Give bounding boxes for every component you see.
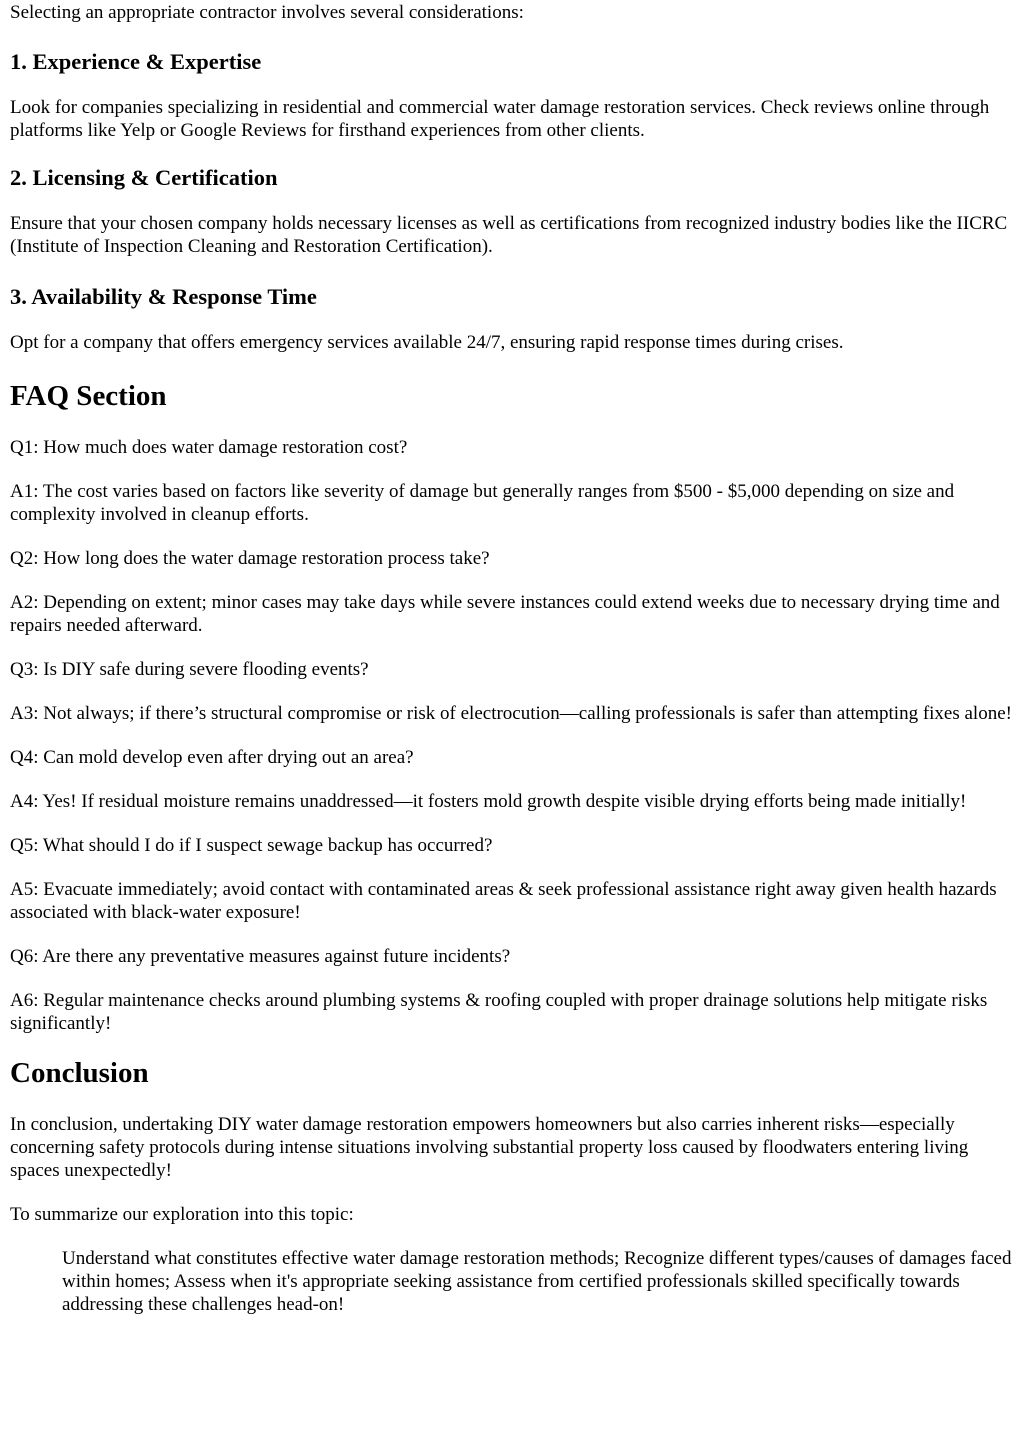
intro-paragraph: Selecting an appropriate contractor involves several considerations:	[10, 2, 524, 23]
conclusion-paragraph: In conclusion, undertaking DIY water damage restoration empowers homeowners but also carries inherent risks—especially concerning safety protocols during intense situations involving substantial property loss caused by floodwaters entering living spaces unexpectedly!	[10, 1114, 969, 1181]
faq-answer: A5: Evacuate immediately; avoid contact with contaminated areas & seek professional assistance right away given health hazards associated with black-water exposure!	[10, 879, 997, 923]
section-body-experience: Look for companies specializing in residential and commercial water damage restoration services. Check reviews online through platforms like Yelp or Google Reviews for firsthand experiences from other clients.	[10, 97, 990, 141]
summary-blockquote: Understand what constitutes effective water damage restoration methods; Recognize different types/causes of damages faced within homes; Assess when it's appropriate seeking assistance from certified professionals skilled specifically towards addressing these challenges head-on!	[62, 1248, 1012, 1315]
faq-question: Q3: Is DIY safe during severe flooding events?	[10, 659, 369, 680]
faq-question: Q4: Can mold develop even after drying out an area?	[10, 747, 414, 768]
section-body-availability: Opt for a company that offers emergency services available 24/7, ensuring rapid response times during crises.	[10, 332, 844, 353]
section-heading-licensing: 2. Licensing & Certification	[10, 165, 278, 190]
faq-answer: A1: The cost varies based on factors like severity of damage but generally ranges from $500 - $5,000 depending on size and complexity involved in cleanup efforts.	[10, 481, 955, 525]
faq-answer: A6: Regular maintenance checks around plumbing systems & roofing coupled with proper drainage solutions help mitigate risks significantly!	[10, 990, 988, 1034]
section-heading-experience: 1. Experience & Expertise	[10, 49, 262, 74]
faq-question: Q5: What should I do if I suspect sewage backup has occurred?	[10, 835, 493, 856]
conclusion-heading: Conclusion	[10, 1057, 149, 1089]
faq-question: Q6: Are there any preventative measures against future incidents?	[10, 946, 511, 967]
section-heading-availability: 3. Availability & Response Time	[10, 284, 317, 309]
faq-heading: FAQ Section	[10, 380, 167, 412]
section-body-licensing: Ensure that your chosen company holds necessary licenses as well as certifications from recognized industry bodies like the IICRC (Institute of Inspection Cleaning and Restoration Certification).	[10, 213, 1008, 257]
summary-intro-paragraph: To summarize our exploration into this topic:	[10, 1204, 354, 1225]
article-page	[0, 1, 1024, 1316]
faq-answer: A3: Not always; if there’s structural compromise or risk of electrocution—calling professionals is safer than attempting fixes alone!	[10, 703, 1012, 724]
faq-answer: A2: Depending on extent; minor cases may take days while severe instances could extend weeks due to necessary drying time and repairs needed afterward.	[10, 592, 1000, 636]
faq-question: Q1: How much does water damage restoration cost?	[10, 437, 408, 458]
faq-answer: A4: Yes! If residual moisture remains unaddressed—it fosters mold growth despite visible drying efforts being made initially!	[10, 791, 967, 812]
faq-question: Q2: How long does the water damage restoration process take?	[10, 548, 490, 569]
